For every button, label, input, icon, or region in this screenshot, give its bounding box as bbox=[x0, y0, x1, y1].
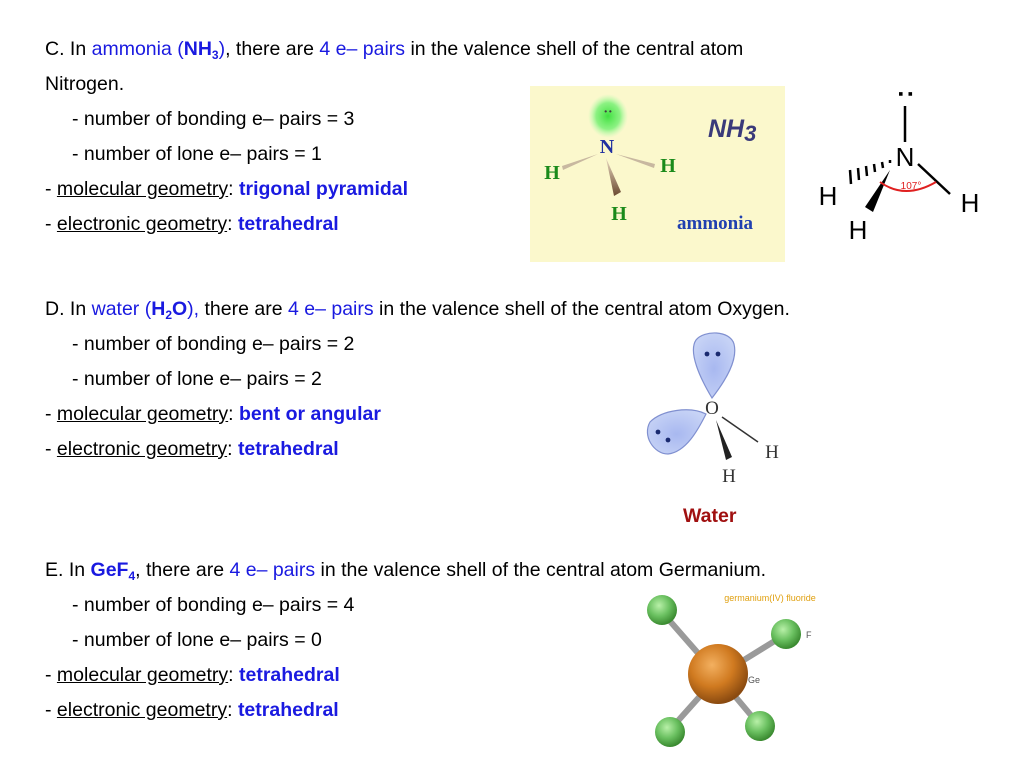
bond-right bbox=[722, 417, 758, 442]
molecular-geometry-value: bent or angular bbox=[239, 403, 381, 425]
section-e-electronic bbox=[45, 698, 339, 722]
fluorine-atom bbox=[655, 717, 685, 747]
dash: - bbox=[45, 664, 57, 686]
section-e-formula-main: GeF bbox=[90, 559, 129, 581]
section-c-rest: in the valence shell of the central atom bbox=[405, 38, 744, 60]
card-background bbox=[530, 86, 785, 262]
atom-label-f: F bbox=[806, 630, 812, 640]
molecular-geometry-label: molecular geometry bbox=[56, 178, 229, 200]
atom-label-h-front: H bbox=[848, 215, 868, 245]
section-e-lone: - number of lone e– pairs = 0 bbox=[72, 629, 322, 651]
section-d-formula-b: O bbox=[172, 298, 188, 320]
molecular-geometry-label: molecular geometry bbox=[56, 403, 229, 425]
section-d-paren-open: ( bbox=[139, 298, 152, 320]
molecule-title: germanium(IV) fluoride bbox=[724, 593, 816, 603]
section-c-pairs: 4 e– pairs bbox=[319, 38, 406, 60]
section-e-bonding: - number of bonding e– pairs = 4 bbox=[72, 594, 355, 616]
section-d-formula-a: H bbox=[151, 298, 166, 320]
section-c-molecular bbox=[45, 177, 408, 201]
section-c-mid: , there are bbox=[225, 38, 320, 60]
lone-pair-lobe-top bbox=[693, 333, 734, 398]
section-d-molecular bbox=[45, 402, 381, 426]
card-title-main: NH bbox=[708, 115, 745, 143]
section-c-bonding: - number of bonding e– pairs = 3 bbox=[72, 108, 355, 130]
card-label: ammonia bbox=[677, 213, 753, 234]
colon: : bbox=[227, 699, 238, 721]
section-e-pairs: 4 e– pairs bbox=[229, 559, 316, 581]
bond-wedge bbox=[716, 420, 732, 460]
dash: - bbox=[45, 213, 57, 235]
electronic-geometry-value: tetrahedral bbox=[237, 699, 339, 721]
dash: - bbox=[45, 699, 57, 721]
section-d-lone: - number of lone e– pairs = 2 bbox=[72, 368, 322, 390]
section-c-formula-main: NH bbox=[183, 38, 212, 60]
section-c-prefix: C. In bbox=[45, 38, 92, 60]
section-d-mid: there are bbox=[199, 298, 288, 320]
section-c-formula-sub: 3 bbox=[211, 48, 219, 62]
section-c-lone: - number of lone e– pairs = 1 bbox=[72, 143, 322, 165]
electronic-geometry-label: electronic geometry bbox=[56, 213, 228, 235]
lone-pair-dots: : bbox=[893, 89, 923, 99]
section-d-formula bbox=[151, 298, 187, 320]
atom-label-h-right: H bbox=[960, 188, 980, 218]
colon: : bbox=[228, 403, 239, 425]
colon: : bbox=[228, 178, 239, 200]
section-c-paren-open: ( bbox=[171, 38, 184, 60]
section-d-prefix: D. In bbox=[45, 298, 92, 320]
section-e-molecular bbox=[45, 663, 340, 687]
molecular-geometry-value: tetrahedral bbox=[239, 664, 340, 686]
colon: : bbox=[227, 213, 238, 235]
gef4-figure bbox=[632, 586, 852, 762]
section-e-line1 bbox=[45, 558, 766, 582]
fluorine-atom bbox=[771, 619, 801, 649]
bond-angle-label: 107° bbox=[900, 181, 922, 192]
electron-dot bbox=[716, 352, 721, 357]
electronic-geometry-label: electronic geometry bbox=[56, 699, 228, 721]
molecular-geometry-value: trigonal pyramidal bbox=[239, 178, 409, 200]
atom-label-h-right: H bbox=[765, 442, 779, 463]
germanium-atom bbox=[688, 644, 748, 704]
section-e-formula-sub: 4 bbox=[128, 569, 136, 583]
section-e-prefix: E. In bbox=[45, 559, 91, 581]
dash: - bbox=[45, 178, 57, 200]
atom-label-h-bottom: H bbox=[722, 466, 736, 487]
electron-dot bbox=[666, 438, 671, 443]
section-e-formula bbox=[91, 559, 136, 581]
atom-label-h-left: H bbox=[818, 181, 838, 211]
dash: - bbox=[45, 403, 57, 425]
section-c-electronic bbox=[45, 212, 339, 236]
water-caption: Water bbox=[683, 505, 737, 527]
dash: - bbox=[45, 438, 57, 460]
ammonia-wedge-figure bbox=[810, 82, 990, 247]
section-c-line1 bbox=[45, 37, 743, 61]
card-title-sub: 3 bbox=[744, 121, 757, 146]
fluorine-atom bbox=[745, 711, 775, 741]
electron-dot bbox=[705, 352, 710, 357]
section-c-line2: Nitrogen. bbox=[45, 73, 125, 95]
section-c-name: ammonia bbox=[91, 38, 172, 60]
section-d-line1 bbox=[45, 297, 790, 321]
section-d-electronic bbox=[45, 437, 339, 461]
section-d-bonding: - number of bonding e– pairs = 2 bbox=[72, 333, 355, 355]
fluorine-atom bbox=[647, 595, 677, 625]
electronic-geometry-value: tetrahedral bbox=[237, 438, 339, 460]
section-e-rest: in the valence shell of the central atom Germanium. bbox=[315, 559, 766, 581]
atom-label-h-right: H bbox=[660, 155, 676, 177]
lone-pair-dots: ·· bbox=[603, 105, 613, 120]
molecular-geometry-label: molecular geometry bbox=[56, 664, 229, 686]
atom-label-o: O bbox=[705, 398, 719, 419]
section-e-mid: , there are bbox=[135, 559, 230, 581]
section-d-rest: in the valence shell of the central atom Oxygen. bbox=[373, 298, 790, 320]
bond-wedge-front bbox=[865, 170, 890, 212]
atom-label-h-left: H bbox=[544, 162, 560, 184]
atom-label-h-front: H bbox=[611, 203, 627, 225]
section-d-name: water bbox=[91, 298, 140, 320]
water-figure bbox=[640, 332, 800, 492]
section-d-paren-close: ), bbox=[187, 298, 200, 320]
electronic-geometry-label: electronic geometry bbox=[56, 438, 228, 460]
atom-label-ge: Ge bbox=[748, 675, 761, 685]
atom-label-n: N bbox=[599, 136, 615, 158]
ammonia-card-figure bbox=[530, 86, 785, 262]
electron-dot bbox=[656, 430, 661, 435]
section-d-formula-sub: 2 bbox=[165, 308, 172, 322]
electronic-geometry-value: tetrahedral bbox=[237, 213, 339, 235]
section-c-paren-close: ) bbox=[218, 38, 226, 60]
colon: : bbox=[228, 664, 239, 686]
colon: : bbox=[227, 438, 238, 460]
section-d-pairs: 4 e– pairs bbox=[287, 298, 374, 320]
section-c-formula bbox=[184, 38, 219, 60]
bond-right bbox=[918, 164, 950, 194]
atom-label-n: N bbox=[895, 142, 915, 172]
